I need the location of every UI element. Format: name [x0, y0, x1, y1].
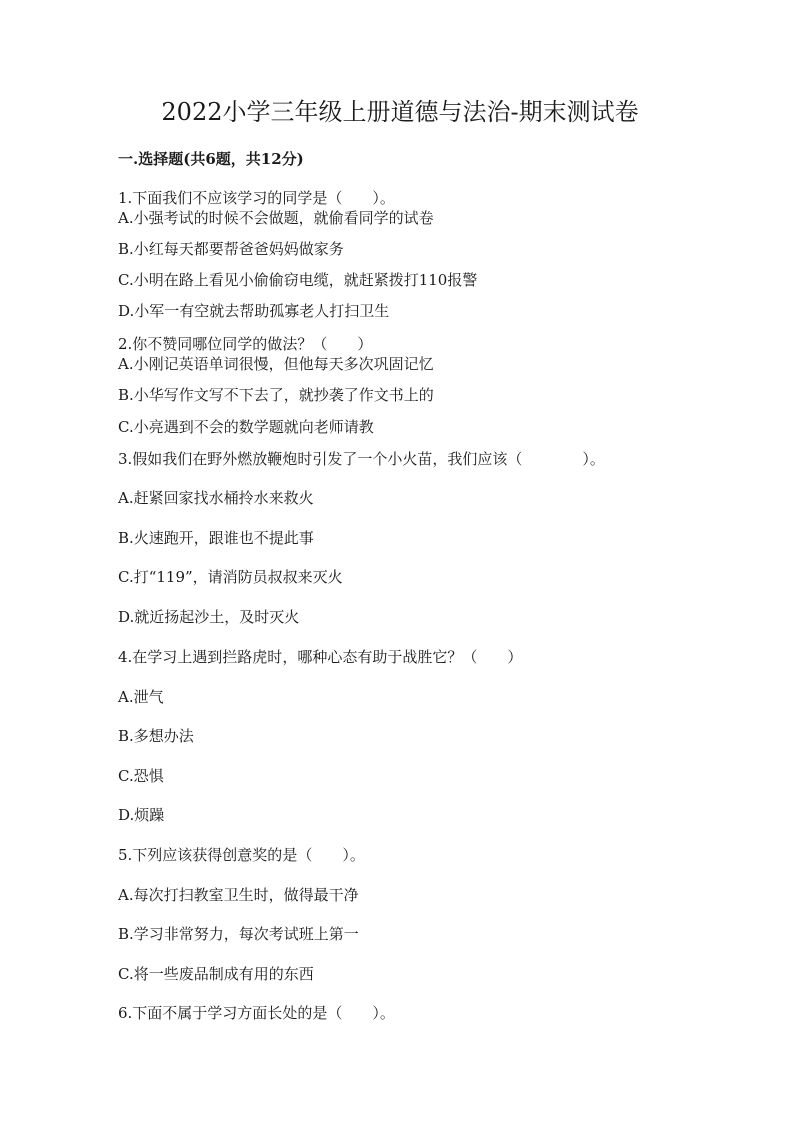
question-5-stem: 5.下列应该获得创意奖的是（ ）。 [118, 846, 365, 864]
question-5-option-b: B.学习非常努力，每次考试班上第一 [118, 925, 359, 943]
question-1-option-c: C.小明在路上看见小偷偷窃电缆，就赶紧拨打110报警 [118, 271, 478, 289]
question-4-option-c: C.恐惧 [118, 767, 164, 785]
question-4-option-d: D.烦躁 [118, 806, 165, 824]
question-3-option-b: B.火速跑开，跟谁也不提此事 [118, 529, 314, 547]
question-3-stem: 3.假如我们在野外燃放鞭炮时引发了一个小火苗，我们应该（ ）。 [118, 450, 605, 468]
question-1-option-a: A.小强考试的时候不会做题，就偷看同学的试卷 [118, 209, 434, 227]
question-2-stem: 2.你不赞同哪位同学的做法？（ ） [118, 335, 373, 353]
question-2-option-b: B.小华写作文写不下去了，就抄袭了作文书上的 [118, 386, 434, 404]
question-4-stem: 4.在学习上遇到拦路虎时，哪种心态有助于战胜它？（ ） [118, 648, 523, 666]
question-5-option-c: C.将一些废品制成有用的东西 [118, 965, 314, 983]
question-2-option-c: C.小亮遇到不会的数学题就向老师请教 [118, 418, 374, 436]
question-5-option-a: A.每次打扫教室卫生时，做得最干净 [118, 886, 359, 904]
question-1-option-d: D.小军一有空就去帮助孤寡老人打扫卫生 [118, 302, 390, 320]
question-4-option-a: A.泄气 [118, 688, 164, 706]
question-3-option-c: C.打“119”，请消防员叔叔来灭火 [118, 568, 343, 586]
question-1-stem: 1.下面我们不应该学习的同学是（ ）。 [118, 189, 395, 207]
question-3-option-d: D.就近扬起沙土，及时灭火 [118, 608, 300, 626]
question-3-option-a: A.赶紧回家找水桶拎水来救火 [118, 489, 314, 507]
question-6-stem: 6.下面不属于学习方面长处的是（ ）。 [118, 1004, 395, 1022]
question-4-option-b: B.多想办法 [118, 727, 194, 745]
section-heading: 一.选择题(共6题，共12分) [118, 150, 304, 168]
question-1-option-b: B.小红每天都要帮爸爸妈妈做家务 [118, 240, 344, 258]
page-title: 2022小学三年级上册道德与法治-期末测试卷 [161, 98, 639, 126]
question-2-option-a: A.小刚记英语单词很慢，但他每天多次巩固记忆 [118, 355, 434, 373]
